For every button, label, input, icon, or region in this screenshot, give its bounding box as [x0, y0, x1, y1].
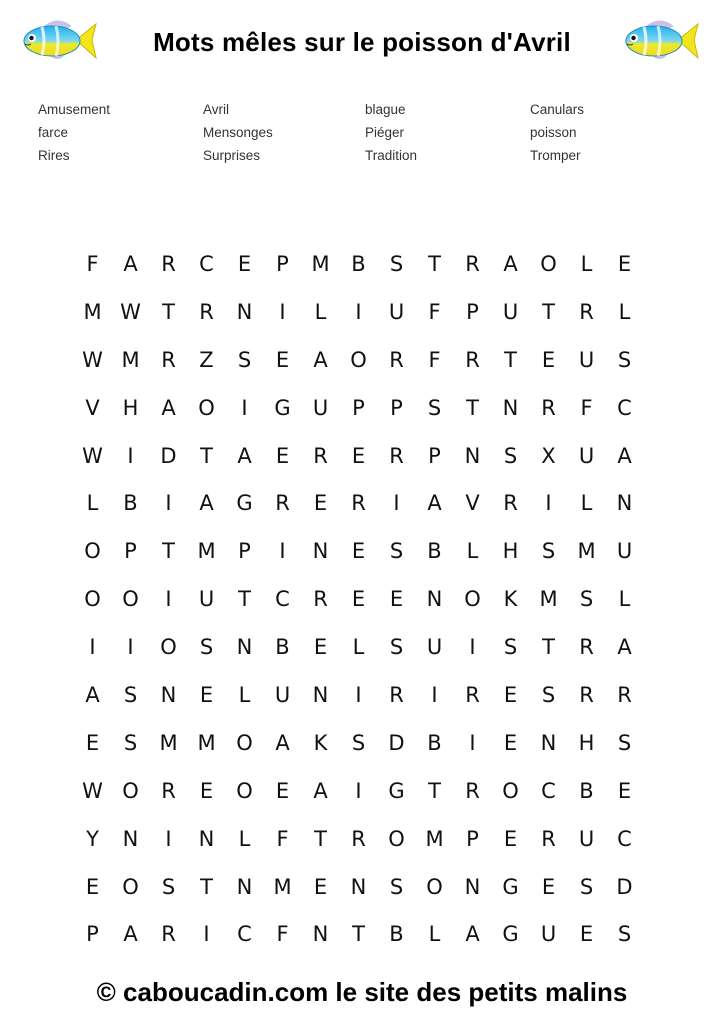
grid-letter: R: [503, 491, 519, 516]
grid-letter: F: [276, 826, 290, 851]
grid-letter: B: [275, 635, 291, 660]
grid-letter: U: [578, 826, 596, 851]
grid-letter: I: [165, 587, 173, 612]
word-list-item: Canulars: [530, 102, 585, 117]
grid-letter: E: [503, 730, 519, 755]
grid-letter: C: [237, 922, 253, 947]
grid-letter: R: [389, 443, 405, 468]
grid-letter: S: [161, 874, 177, 899]
grid-letter: E: [503, 826, 519, 851]
grid-letter: S: [237, 347, 253, 372]
grid-letter: E: [617, 252, 633, 276]
grid-letter: S: [389, 252, 405, 276]
grid-letter: P: [466, 826, 480, 851]
grid-letter: U: [540, 922, 558, 947]
grid-letter: G: [502, 922, 520, 947]
grid-letter: S: [617, 347, 633, 372]
grid-letter: N: [312, 539, 330, 564]
grid-letter: B: [123, 491, 139, 516]
grid-letter: O: [122, 778, 140, 803]
grid-letter: T: [352, 922, 366, 947]
grid-letter: L: [580, 491, 594, 516]
grid-letter: A: [313, 347, 329, 372]
grid-letter: P: [428, 443, 442, 468]
grid-letter: G: [236, 491, 254, 516]
grid-letter: K: [313, 730, 329, 755]
grid-letter: G: [502, 874, 520, 899]
grid-letter: O: [464, 587, 482, 612]
grid-letter: E: [389, 587, 405, 612]
grid-letter: E: [351, 443, 367, 468]
grid-letter: O: [236, 778, 254, 803]
grid-letter: A: [617, 635, 633, 660]
grid-letter: R: [275, 491, 291, 516]
grid-letter: I: [469, 635, 477, 660]
grid-letter: R: [313, 587, 329, 612]
grid-letter: M: [197, 539, 217, 564]
grid-letter: T: [428, 252, 442, 276]
grid-letter: I: [469, 730, 477, 755]
grid-letter: T: [542, 299, 556, 324]
grid-letter: L: [352, 635, 366, 660]
grid-letter: E: [617, 778, 633, 803]
grid-letter: M: [311, 252, 331, 276]
grid-letter: B: [389, 922, 405, 947]
grid-letter: B: [427, 730, 443, 755]
grid-letter: L: [580, 252, 594, 276]
grid-letter: N: [198, 826, 216, 851]
grid-letter: S: [541, 683, 557, 708]
grid-letter: D: [160, 443, 178, 468]
grid-letter: L: [86, 491, 100, 516]
grid-letter: O: [84, 539, 102, 564]
grid-letter: E: [313, 635, 329, 660]
word-list-item: poisson: [530, 125, 577, 140]
grid-letter: R: [389, 683, 405, 708]
grid-letter: T: [200, 874, 214, 899]
page-title: Mots mêles sur le poisson d'Avril: [153, 27, 571, 57]
grid-letter: M: [577, 539, 597, 564]
grid-letter: O: [84, 587, 102, 612]
grid-letter: O: [236, 730, 254, 755]
grid-letter: S: [389, 635, 405, 660]
word-list-item: Tromper: [530, 148, 581, 163]
grid-letter: N: [426, 587, 444, 612]
grid-letter: A: [503, 252, 519, 276]
grid-letter: O: [426, 874, 444, 899]
grid-letter: S: [579, 587, 595, 612]
grid-letter: R: [541, 395, 557, 420]
grid-letter: L: [238, 826, 252, 851]
grid-letter: T: [238, 587, 252, 612]
grid-letter: N: [540, 730, 558, 755]
grid-letter: S: [617, 922, 633, 947]
grid-letter: N: [122, 826, 140, 851]
grid-letter: T: [200, 443, 214, 468]
grid-letter: O: [502, 778, 520, 803]
grid-letter: U: [312, 395, 330, 420]
grid-letter: I: [279, 539, 287, 564]
grid-letter: R: [161, 252, 177, 276]
grid-letter: P: [390, 395, 404, 420]
grid-letter: K: [503, 587, 519, 612]
grid-letter: A: [161, 395, 177, 420]
grid-letter: T: [542, 635, 556, 660]
word-list-item: Avril: [203, 102, 230, 117]
grid-letter: U: [426, 635, 444, 660]
grid-letter: R: [579, 635, 595, 660]
grid-letter: R: [351, 826, 367, 851]
grid-letter: O: [160, 635, 178, 660]
grid-letter: E: [351, 539, 367, 564]
grid-letter: I: [431, 683, 439, 708]
grid-letter: N: [464, 874, 482, 899]
grid-letter: L: [428, 922, 442, 947]
grid-letter: U: [274, 683, 292, 708]
grid-letter: C: [617, 395, 633, 420]
grid-letter: D: [616, 874, 634, 899]
grid-letter: O: [198, 395, 216, 420]
grid-letter: R: [161, 347, 177, 372]
grid-letter: W: [82, 347, 104, 372]
grid-letter: O: [122, 874, 140, 899]
footer-credit: © caboucadin.com le site des petits malins: [96, 977, 628, 1007]
grid-letter: I: [89, 635, 97, 660]
grid-letter: R: [313, 443, 329, 468]
grid-letter: R: [199, 299, 215, 324]
grid-letter: A: [237, 443, 253, 468]
grid-letter: R: [579, 299, 595, 324]
grid-letter: S: [199, 635, 215, 660]
grid-letter: P: [276, 252, 290, 276]
grid-letter: H: [578, 730, 596, 755]
grid-letter: S: [123, 683, 139, 708]
grid-letter: R: [161, 778, 177, 803]
grid-letter: E: [541, 874, 557, 899]
grid-letter: S: [351, 730, 367, 755]
grid-letter: M: [159, 730, 179, 755]
grid-letter: A: [275, 730, 291, 755]
word-search-grid: [74, 242, 644, 960]
grid-letter: R: [351, 491, 367, 516]
grid-letter: E: [85, 874, 101, 899]
grid-letter: C: [541, 778, 557, 803]
grid-letter: T: [504, 347, 518, 372]
grid-letter: N: [312, 683, 330, 708]
grid-letter: C: [275, 587, 291, 612]
grid-letter: R: [465, 252, 481, 276]
grid-letter: I: [393, 491, 401, 516]
grid-letter: W: [82, 443, 104, 468]
grid-letter: F: [276, 922, 290, 947]
grid-letter: N: [616, 491, 634, 516]
grid-letter: A: [123, 922, 139, 947]
grid-letter: F: [428, 347, 442, 372]
grid-letter: P: [124, 539, 138, 564]
grid-letter: A: [123, 252, 139, 276]
grid-letter: R: [465, 683, 481, 708]
word-list: [38, 98, 698, 167]
grid-letter: P: [352, 395, 366, 420]
grid-letter: N: [464, 443, 482, 468]
grid-letter: I: [127, 635, 135, 660]
grid-letter: E: [579, 922, 595, 947]
grid-letter: E: [313, 874, 329, 899]
grid-letter: O: [350, 347, 368, 372]
grid-letter: Z: [199, 347, 215, 372]
grid-letter: S: [579, 874, 595, 899]
grid-letter: S: [123, 730, 139, 755]
grid-letter: T: [162, 539, 176, 564]
grid-letter: A: [617, 443, 633, 468]
grid-letter: O: [540, 252, 558, 276]
grid-letter: E: [503, 683, 519, 708]
grid-letter: F: [580, 395, 594, 420]
grid-letter: A: [85, 683, 101, 708]
word-list-item: blague: [365, 102, 406, 117]
grid-letter: R: [579, 683, 595, 708]
grid-letter: U: [502, 299, 520, 324]
grid-letter: N: [502, 395, 520, 420]
grid-letter: R: [541, 826, 557, 851]
grid-letter: R: [389, 347, 405, 372]
grid-letter: T: [466, 395, 480, 420]
grid-letter: N: [236, 635, 254, 660]
word-list-item: Mensonges: [203, 125, 273, 140]
grid-letter: I: [127, 443, 135, 468]
grid-letter: U: [578, 347, 596, 372]
grid-letter: X: [541, 443, 557, 468]
grid-letter: N: [350, 874, 368, 899]
grid-letter: U: [198, 587, 216, 612]
grid-letter: P: [86, 922, 100, 947]
grid-letter: B: [351, 252, 367, 276]
grid-letter: M: [121, 347, 141, 372]
grid-letter: I: [355, 299, 363, 324]
grid-letter: E: [199, 778, 215, 803]
grid-letter: R: [161, 922, 177, 947]
grid-letter: I: [165, 826, 173, 851]
grid-letter: U: [578, 443, 596, 468]
grid-letter: O: [388, 826, 406, 851]
grid-letter: E: [275, 347, 291, 372]
grid-letter: E: [275, 778, 291, 803]
grid-letter: L: [314, 299, 328, 324]
grid-letter: S: [617, 730, 633, 755]
grid-letter: V: [85, 395, 101, 420]
grid-letter: A: [199, 491, 215, 516]
word-list-item: Rires: [38, 148, 70, 163]
grid-letter: P: [238, 539, 252, 564]
word-list-item: Amusement: [38, 102, 111, 117]
grid-letter: R: [617, 683, 633, 708]
grid-letter: W: [82, 778, 104, 803]
grid-letter: I: [241, 395, 249, 420]
grid-letter: S: [503, 443, 519, 468]
grid-letter: L: [466, 539, 480, 564]
word-list-item: Surprises: [203, 148, 261, 163]
grid-letter: E: [541, 347, 557, 372]
grid-letter: O: [122, 587, 140, 612]
grid-letter: I: [165, 491, 173, 516]
grid-letter: I: [279, 299, 287, 324]
grid-letter: Y: [86, 826, 100, 851]
grid-letter: E: [275, 443, 291, 468]
grid-letter: U: [388, 299, 406, 324]
grid-letter: T: [314, 826, 328, 851]
grid-letter: S: [541, 539, 557, 564]
grid-letter: U: [616, 539, 634, 564]
grid-letter: N: [236, 874, 254, 899]
grid-letter: C: [617, 826, 633, 851]
grid-letter: E: [351, 587, 367, 612]
grid-letter: G: [388, 778, 406, 803]
grid-letter: A: [465, 922, 481, 947]
grid-letter: L: [618, 299, 632, 324]
word-list-item: farce: [38, 125, 69, 140]
grid-letter: N: [312, 922, 330, 947]
grid-letter: E: [313, 491, 329, 516]
grid-letter: I: [203, 922, 211, 947]
grid-letter: B: [579, 778, 595, 803]
grid-letter: S: [503, 635, 519, 660]
grid-letter: R: [465, 778, 481, 803]
grid-letter: M: [197, 730, 217, 755]
grid-letter: S: [427, 395, 443, 420]
grid-letter: N: [236, 299, 254, 324]
grid-letter: V: [465, 491, 481, 516]
grid-letter: I: [545, 491, 553, 516]
grid-letter: G: [274, 395, 292, 420]
word-list-item: Tradition: [365, 148, 418, 163]
grid-letter: F: [86, 252, 100, 276]
grid-letter: I: [355, 778, 363, 803]
grid-letter: E: [85, 730, 101, 755]
grid-letter: M: [83, 299, 103, 324]
grid-letter: B: [427, 539, 443, 564]
grid-letter: W: [120, 299, 142, 324]
grid-letter: I: [355, 683, 363, 708]
grid-letter: A: [313, 778, 329, 803]
grid-letter: L: [238, 683, 252, 708]
grid-letter: M: [539, 587, 559, 612]
grid-letter: N: [160, 683, 178, 708]
grid-letter: H: [122, 395, 140, 420]
grid-letter: S: [389, 874, 405, 899]
grid-letter: R: [465, 347, 481, 372]
grid-letter: E: [199, 683, 215, 708]
grid-letter: F: [428, 299, 442, 324]
grid-letter: D: [388, 730, 406, 755]
grid-letter: H: [502, 539, 520, 564]
grid-letter: T: [162, 299, 176, 324]
grid-letter: C: [199, 252, 215, 276]
grid-letter: E: [237, 252, 253, 276]
grid-letter: M: [273, 874, 293, 899]
grid-letter: M: [425, 826, 445, 851]
grid-letter: T: [428, 778, 442, 803]
grid-letter: P: [466, 299, 480, 324]
grid-letter: L: [618, 587, 632, 612]
word-list-item: Piéger: [365, 125, 405, 140]
grid-letter: A: [427, 491, 443, 516]
grid-letter: S: [389, 539, 405, 564]
